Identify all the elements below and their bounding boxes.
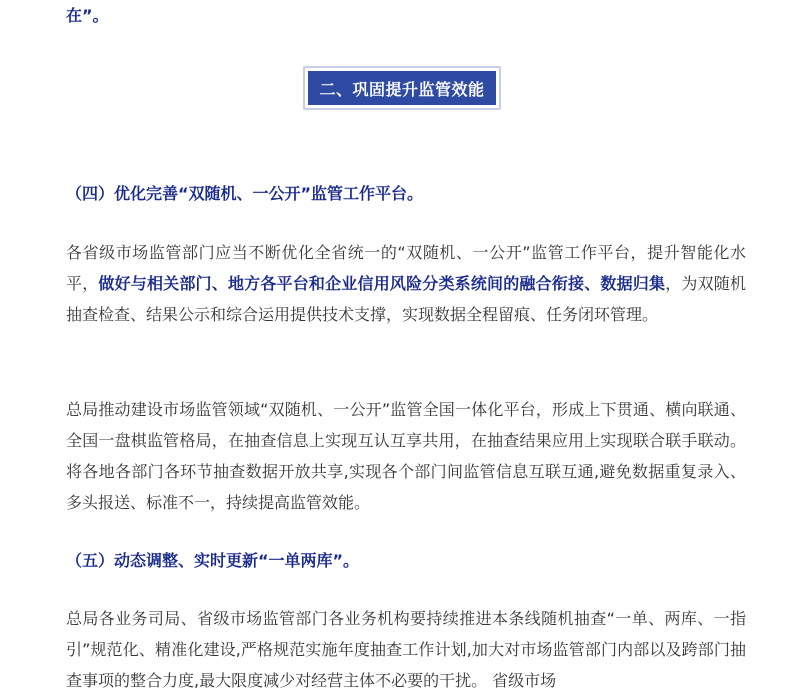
emphasized-text: 做好与相关部门、地方各平台和企业信用风险分类系统间的融合衔接、数据归集 (98, 274, 666, 293)
subsection-heading-4: （四）优化完善“双随机、一公开”监管工作平台。 (66, 184, 424, 203)
paragraph-text: 各省级市场监管部门应当不断优化全省统一的“双随机、一公开”监管工作平台，提升智能化水平， (66, 243, 746, 293)
paragraph-national-platform: 总局推动建设市场监管领域“双随机、一公开”监管全国一体化平台，形成上下贯通、横向联通、全国一盘棋监管格局，在抽查信息上实现互认互享共用，在抽查结果应用上实现联合联手联动。将各地各部门各环节抽查数据开放共享,实现各个部门间监管信息互联互通,避免数据重复录入、多头报送、标准不一，持续提高监管效能。 (66, 400, 746, 512)
paragraph-dynamic-update: 总局各业务司局、省级市场监管部门各业务机构要持续推进本条线随机抽查“一单、两库、一指引”规范化、精准化建设,严格规范实施年度抽查工作计划,加大对市场监管部门内部以及跨部门抽查事项的整合力度,最大限度减少对经营主体不必要的干扰。 省级市场 (66, 609, 746, 690)
paragraph-text: ，为双随机抽查检查、结果公示和综合运用提供技术支撑，实现数据全程留痕、任务闭环管理。 (66, 274, 746, 324)
section-title: 二、巩固提升监管效能 (308, 71, 496, 105)
subsection-heading-5: （五）动态调整、实时更新“一单两库”。 (66, 551, 360, 570)
section-title-frame (303, 66, 501, 110)
previous-paragraph-tail: 在”。 (66, 6, 109, 25)
paragraph-platform-optimization (66, 237, 746, 330)
